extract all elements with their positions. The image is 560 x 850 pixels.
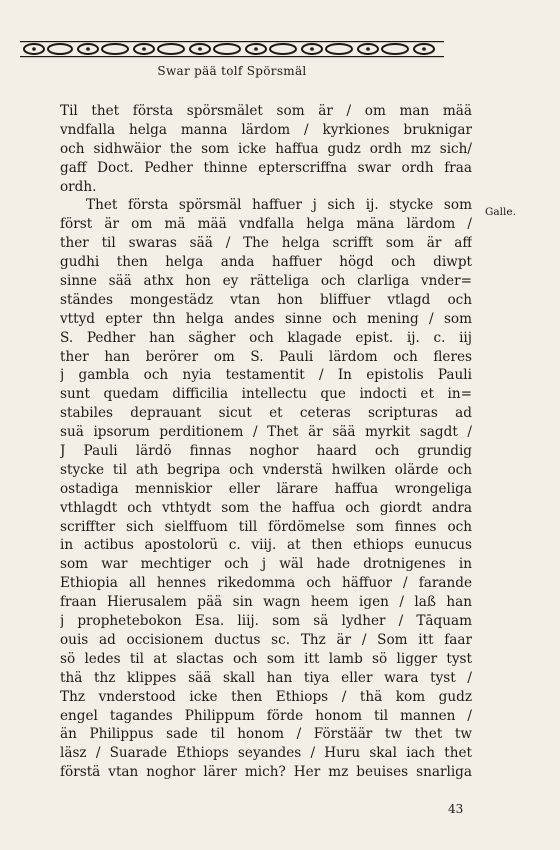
text-line: ordh.: [60, 178, 97, 195]
running-head: Swar pää tolf Spörsmäl: [157, 64, 307, 78]
text-line: engel tagandes Philippum förde honom til mannen /: [60, 707, 472, 724]
text-line: fraan Hierusalem pää sin wagn heem igen / laß han: [60, 594, 472, 611]
text-line: och sidhwäior the som icke haffua gudz ordh mz sich/: [60, 140, 472, 157]
ornament-chain-icon: [20, 38, 444, 60]
text-line: thä thz klippes sää skall han tiya eller wara tyst /: [60, 669, 472, 686]
text-line: scriffter sich sielffuom till fördömelse som finnes och: [60, 518, 472, 535]
text-line: vndfalla helga manna lärdom / kyrkiones bruknigar: [60, 121, 472, 138]
text-line: sinne sää athx hon ey rätteliga och clarliga vnder=: [60, 273, 472, 290]
text-line: stabiles deprauant sicut et ceteras scripturas ad: [60, 405, 472, 422]
text-line: läsz / Suarade Ethiops seyandes / Huru skal iach thet: [60, 745, 472, 762]
text-line: S. Pedher han sägher och klagade epist. ij. c. iij: [60, 329, 472, 346]
text-line: Til thet första spörsmälet som är / om man mää: [60, 103, 472, 119]
text-line: ständes mongestädz vtan hon bliffuer vtlagd och: [60, 291, 472, 308]
text-line: Thet första spörsmäl haffuer j sich ij. stycke som: [86, 197, 472, 214]
body-text: [60, 102, 472, 782]
text-line: ouis ad occisionem ductus sc. Thz är / Som itt faar: [60, 631, 472, 648]
text-line: j gambla och nyia testamentit / In epistolis Pauli: [60, 367, 472, 384]
text-line: j prophetebokon Esa. liij. som sä lydher / Tāquam: [60, 613, 472, 630]
text-line: vthlagdt och vthtydt som the haffua och giordt andra: [60, 499, 472, 516]
text-line: in actibus apostolorü c. viij. at then ethiops eunucus: [60, 537, 472, 554]
text-line: som war mechtiger och j wäl hade drotnigenes in: [60, 556, 472, 573]
text-line: än Philippus sade til honom / Förstäär tw thet tw: [60, 726, 472, 743]
text-line: först är om mä mää vndfalla helga mäna lärdom /: [60, 216, 472, 233]
text-line: ther til swaras sää / The helga scrifft som är aff: [60, 235, 472, 252]
decorative-ornament-band: [20, 38, 444, 60]
text-line: J Pauli lärdö finnas noghor haard och grundig: [60, 443, 472, 460]
text-line: förstä vtan noghor lärer mich? Her mz beuises snarliga: [60, 764, 472, 781]
page-number: 43: [448, 802, 464, 816]
text-line: suä ipsorum perditionem / Thet är sää myrkit sagdt /: [60, 424, 472, 441]
text-line: ther han berörer om S. Pauli lärdom och fleres: [60, 348, 472, 365]
text-line: vttyd epter thn helga andes sinne och mening / som: [60, 310, 472, 327]
text-line: gudhi then helga anda haffuer högd och diwpt: [60, 254, 472, 271]
margin-note: Galle.: [485, 206, 516, 218]
text-line: Thz vnderstood icke then Ethiops / thä kom gudz: [60, 688, 472, 705]
text-line: sunt quedam difficilia intellectu que indocti et in=: [60, 386, 472, 403]
text-line: stycke til ath begripa och vnderstä hwilken olärde och: [60, 461, 472, 478]
text-line: sö ledes til at slactas och som itt lamb sö ligger tyst: [60, 650, 472, 667]
text-line: ostadiga menniskior eller lärare haffua wrongeliga: [60, 480, 472, 497]
text-line: Ethiopia all hennes rikedomma och häffuor / farande: [60, 575, 472, 592]
text-line: gaff Doct. Pedher thinne epterscriffna swar ordh fraa: [60, 159, 472, 176]
